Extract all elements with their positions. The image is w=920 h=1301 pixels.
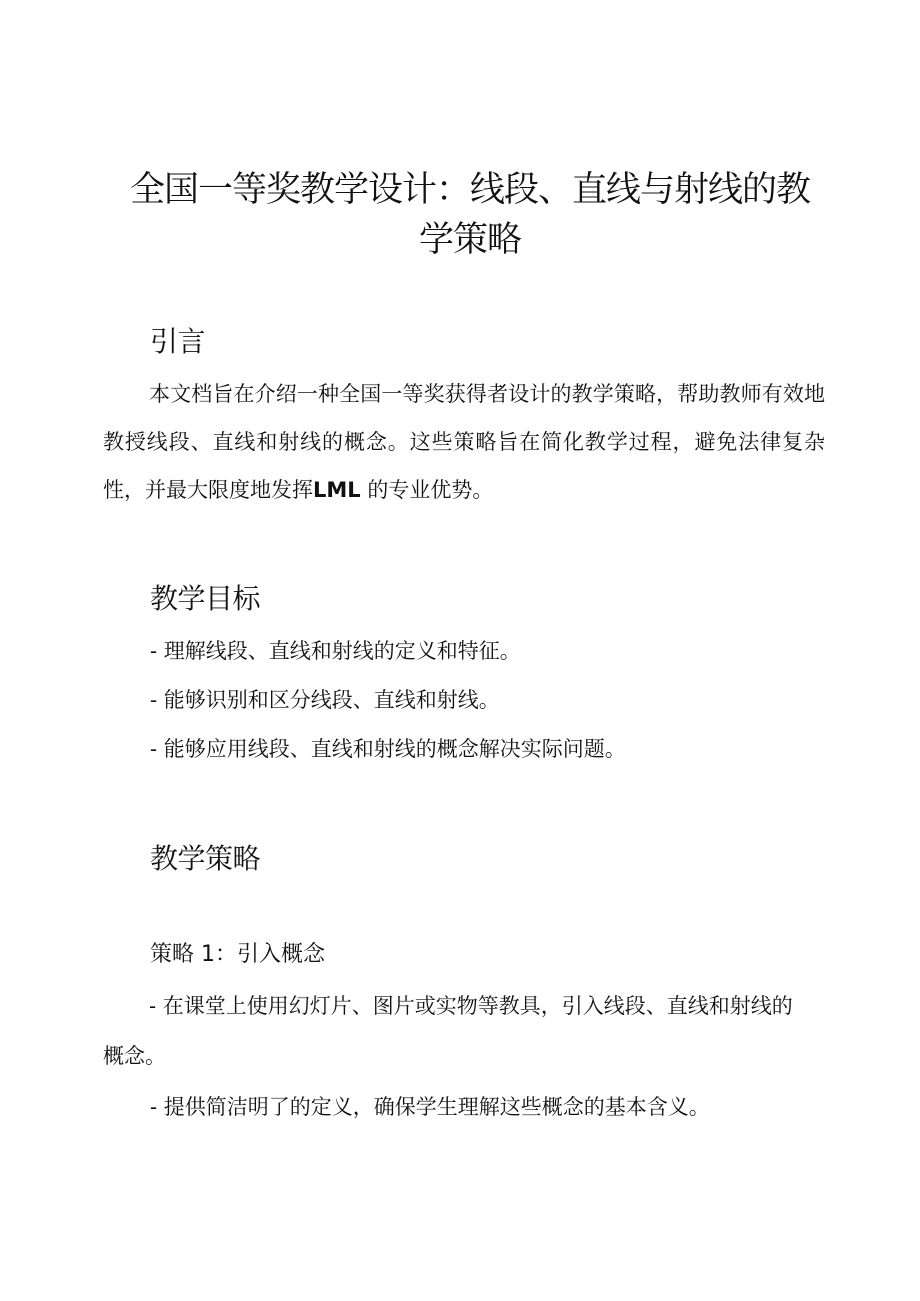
section-heading-strategies: 教学策略 [150,842,261,875]
introduction-text-start: 本文档旨在介绍一种全国一等奖获得者设计的教学策略，帮助教师有效地教授线段、直线和射线的概念。这些策略旨在简化教学过程，避免法律复杂性，并最大限度地发挥 [103,382,825,502]
introduction-text-end: 的专业优势。 [367,478,494,502]
strategy-item: - 提供简洁明了的定义，确保学生理解这些概念的基本含义。 [150,1095,710,1119]
objective-item: - 能够识别和区分线段、直线和射线。 [150,688,500,712]
introduction-paragraph [103,370,825,514]
objective-item: - 理解线段、直线和射线的定义和特征。 [150,639,521,663]
objective-item: - 能够应用线段、直线和射线的概念解决实际问题。 [150,737,626,761]
strategy-heading: 策略 1：引入概念 [150,942,325,967]
section-heading-objectives: 教学目标 [150,582,261,615]
strategy-item: - 在课堂上使用幻灯片、图片或实物等教具，引入线段、直线和射线的概念。 [103,994,793,1068]
section-heading-introduction: 引言 [150,325,206,358]
brand-name: LML [313,478,361,502]
document-title: 全国一等奖教学设计：线段、直线与射线的教学策略 [130,170,811,260]
